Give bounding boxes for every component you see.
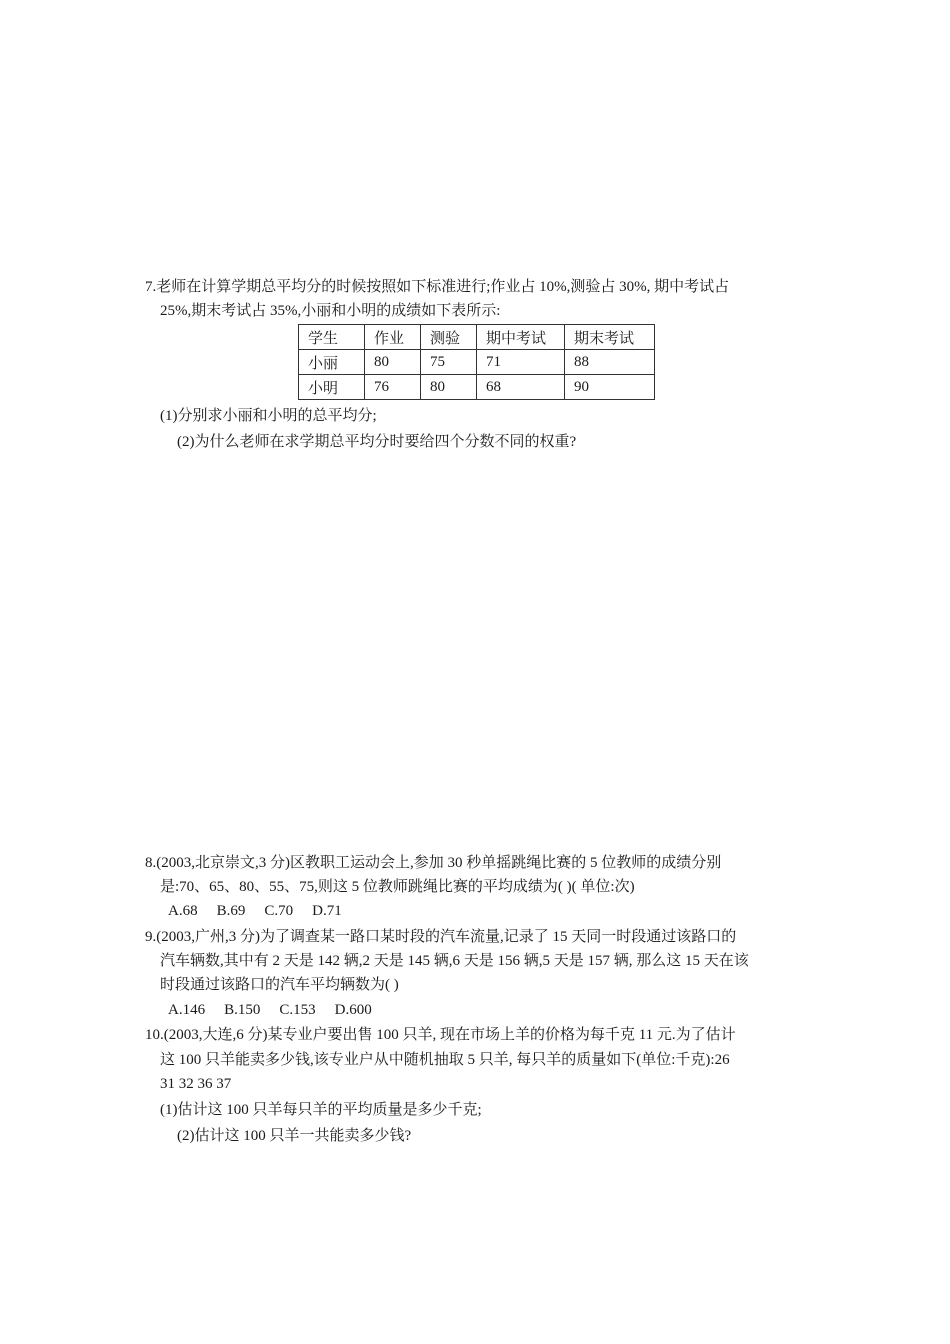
q10-sub-question-1: (1)估计这 100 只羊每只羊的平均质量是多少千克; — [160, 1102, 482, 1118]
table-cell: 76 — [365, 375, 421, 400]
q10-text-line-3: 31 32 36 37 — [160, 1076, 232, 1092]
table-cell: 80 — [421, 375, 477, 400]
option-a: A.146 — [168, 1002, 206, 1018]
q10-text-line-2: 这 100 只羊能卖多少钱,该专业户从中随机抽取 5 只羊, 每只羊的质量如下(单位:千克):26 — [160, 1052, 730, 1068]
option-d: D.600 — [334, 1002, 372, 1018]
table-row — [299, 375, 655, 400]
table-cell: 小丽 — [299, 350, 365, 375]
q9-text-line-2: 汽车辆数,其中有 2 天是 142 辆,2 天是 145 辆,6 天是 156 辆,5 天是 157 辆, 那么这 15 天在该 — [160, 953, 749, 969]
q9-text-line-1: 9.(2003,广州,3 分)为了调查某一路口某时段的汽车流量,记录了 15 天同一时段通过该路口的 — [145, 929, 737, 945]
q8-text-line-2: 是:70、65、80、55、75,则这 5 位教师跳绳比赛的平均成绩为( )( 单位:次) — [160, 879, 635, 895]
option-d: D.71 — [312, 903, 342, 919]
q7-text-line-1: 7.老师在计算学期总平均分的时候按照如下标准进行;作业占 10%,测验占 30%, 期中考试占 — [145, 279, 730, 295]
table-header-row — [299, 325, 655, 350]
q7-sub-question-2: (2)为什么老师在求学期总平均分时要给四个分数不同的权重? — [177, 434, 577, 450]
option-a: A.68 — [168, 903, 198, 919]
q8-text-line-1: 8.(2003,北京崇文,3 分)区教职工运动会上,参加 30 秒单摇跳绳比赛的 5 位教师的成绩分别 — [145, 855, 722, 871]
table-header-cell: 作业 — [365, 325, 421, 350]
table-header-cell: 期末考试 — [565, 325, 655, 350]
q7-sub-question-1: (1)分别求小丽和小明的总平均分; — [160, 408, 377, 424]
option-c: C.70 — [264, 903, 294, 919]
option-b: B.69 — [216, 903, 246, 919]
score-table — [298, 324, 655, 400]
q10-sub-question-2: (2)估计这 100 只羊一共能卖多少钱? — [177, 1128, 412, 1144]
table-header-cell: 学生 — [299, 325, 365, 350]
q8-options — [168, 900, 342, 922]
table-cell: 68 — [477, 375, 565, 400]
option-b: B.150 — [224, 1002, 261, 1018]
table-row — [299, 350, 655, 375]
q10-text-line-1: 10.(2003,大连,6 分)某专业户要出售 100 只羊, 现在市场上羊的价格为每千克 11 元.为了估计 — [145, 1027, 736, 1043]
table-cell: 75 — [421, 350, 477, 375]
option-c: C.153 — [279, 1002, 316, 1018]
table-cell: 80 — [365, 350, 421, 375]
table-header-cell: 测验 — [421, 325, 477, 350]
q7-text-line-2: 25%,期末考试占 35%,小丽和小明的成绩如下表所示: — [160, 303, 501, 319]
q9-options — [168, 999, 372, 1021]
table-cell: 88 — [565, 350, 655, 375]
table-header-cell: 期中考试 — [477, 325, 565, 350]
table-cell: 小明 — [299, 375, 365, 400]
table-cell: 90 — [565, 375, 655, 400]
table-cell: 71 — [477, 350, 565, 375]
q9-text-line-3: 时段通过该路口的汽车平均辆数为( ) — [160, 977, 399, 993]
